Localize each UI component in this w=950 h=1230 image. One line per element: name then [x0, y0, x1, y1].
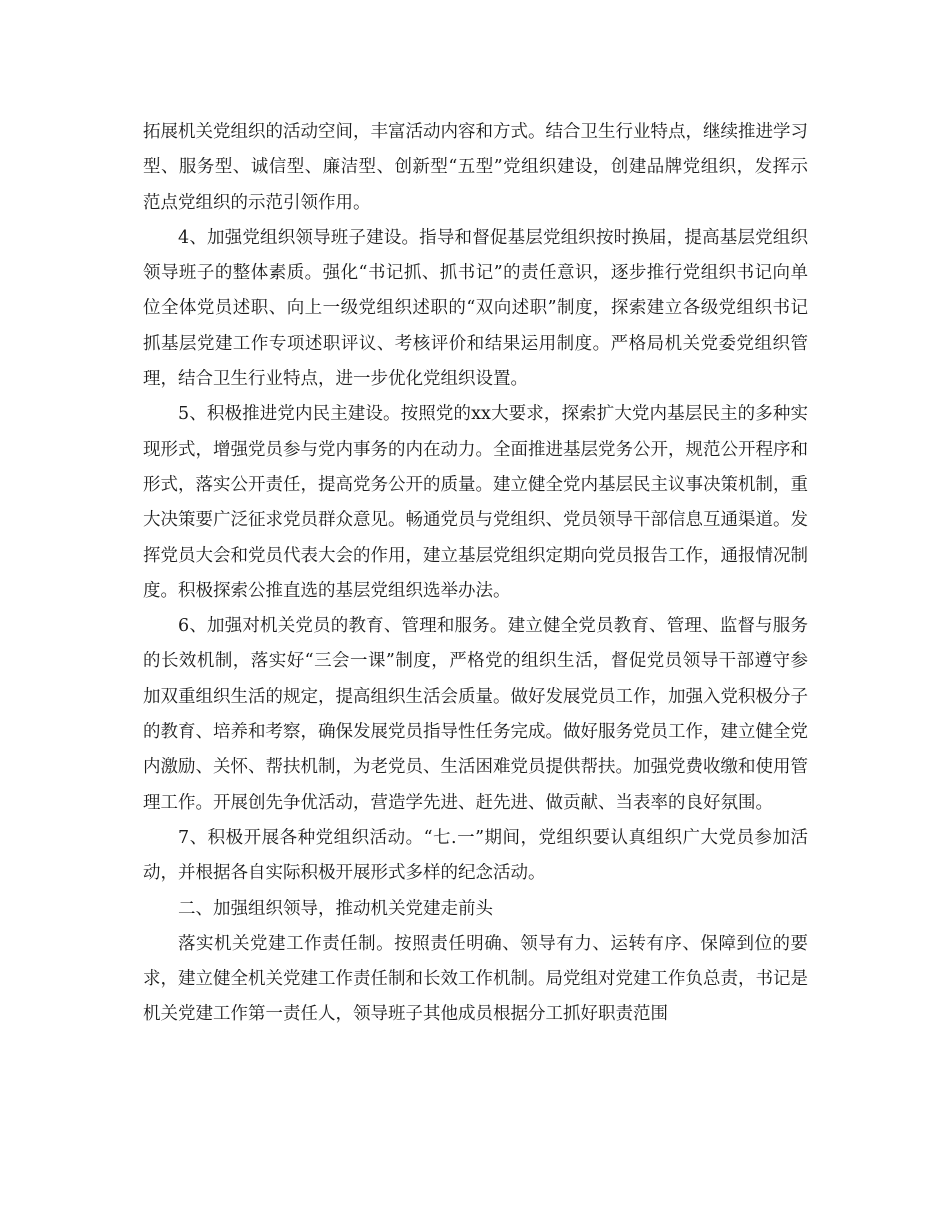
- paragraph-item-5: 5、积极推进党内民主建设。按照党的xx大要求，探索扩大党内基层民主的多种实现形式，增强党员参与党内事务的内在动力。全面推进基层党务公开，规范公开程序和形式，落实公开责任，提高党务公开的质量。建立健全党内基层民主议事决策机制，重大决策要广泛征求党员群众意见。畅通党员与党组织、党员领导干部信息互通渠道。发挥党员大会和党员代表大会的作用，建立基层党组织定期向党员报告工作，通报情况制度。积极探索公推直选的基层党组织选举办法。: [143, 404, 808, 601]
- paragraph-continuation: 拓展机关党组织的活动空间，丰富活动内容和方式。结合卫生行业特点，继续推进学习型、服务型、诚信型、廉洁型、创新型“五型”党组织建设，创建品牌党组织，发挥示范点党组织的示范引领作用。: [143, 122, 808, 213]
- paragraph-item-7: 7、积极开展各种党组织活动。“七.一”期间，党组织要认真组织广大党员参加活动，并根据各自实际积极开展形式多样的纪念活动。: [143, 827, 808, 884]
- paragraph-item-4: 4、加强党组织领导班子建设。指导和督促基层党组织按时换届，提高基层党组织领导班子的整体素质。强化“书记抓、抓书记”的责任意识，逐步推行党组织书记向单位全体党员述职、向上一级党组织述职的“双向述职”制度，探索建立各级党组织书记抓基层党建工作专项述职评议、考核评价和结果运用制度。严格局机关党委党组织管理，结合卫生行业特点，进一步优化党组织设置。: [143, 227, 808, 390]
- paragraph-item-6: 6、加强对机关党员的教育、管理和服务。建立健全党员教育、管理、监督与服务的长效机制，落实好“三会一课”制度，严格党的组织生活，督促党员领导干部遵守参加双重组织生活的规定，提高组织生活会质量。做好发展党员工作，加强入党积极分子的教育、培养和考察，确保发展党员指导性任务完成。做好服务党员工作，建立健全党内激励、关怀、帮扶机制，为老党员、生活困难党员提供帮扶。加强党费收缴和使用管理工作。开展创先争优活动，营造学先进、赶先进、做贡献、当表率的良好氛围。: [143, 616, 808, 813]
- paragraph-responsibility: 落实机关党建工作责任制。按照责任明确、领导有力、运转有序、保障到位的要求，建立健全机关党建工作责任制和长效工作机制。局党组对党建工作负总责，书记是机关党建工作第一责任人，领导班子其他成员根据分工抓好职责范围: [143, 933, 808, 1025]
- document-body: [143, 115, 808, 1033]
- section-heading-2: 二、加强组织领导，推动机关党建走前头: [178, 898, 493, 919]
